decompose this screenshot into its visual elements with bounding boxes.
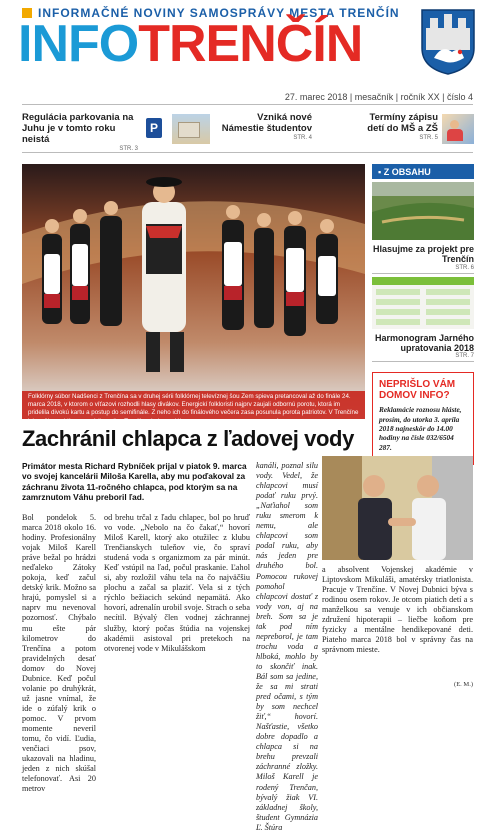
sidebar-item-page: STR. 6 [372,265,474,274]
delivery-notice-box [372,372,474,465]
author-signature: (E. M.) [454,681,473,688]
brand-part2: TRENČÍN [138,15,363,73]
article-column-3: kanáli, poznal silu vody. Vedel, že chlapcovi musí podať ruku prvý. „Naťiahol som ruku smerom k nemu, ale chlapcovi som podal ruku, aby nás jeden pre druhého bol. Pomocou rukovej pomohol chlapcovi dostať z vody von, aj na breh. Som sa je tak pod ním nepreborol, je tam trochu voda a hlboká, mohlo by to skončiť inak. Bál som sa jedine, že sa mi strati pred očami, s tým by som nechcel žiť,“ hovorí. Našťastie, všetko dobre dopadlo a chlapca si na brehu prevzali záchranné zložky. Miloš Karell je rodený Trenčan, bývalý žiak VI. základnej školy, študent Gymnázia Ľ. Štúra [256,461,318,832]
article-title: Zachránil chlapca z ľadovej vody [22,426,354,451]
sidebar-item-title[interactable]: Harmonogram Jarného upratovania 2018 [374,332,474,354]
city-crest-icon [420,8,476,76]
project-photo [372,182,474,240]
teaser-square[interactable] [216,113,312,147]
article-lead: Primátor mesta Richard Rybníček prijal v piatok 9. marca vo svojej kancelárii Miloša Karella, aby mu poďakoval za záchranu života 11-ročného chlapca, pod ktorým sa na zamrznutom Váhu preboril ľad. [22,461,247,503]
header-rule [22,104,473,105]
photo-caption [22,391,365,425]
teaser-page: STR. 3 [119,145,138,152]
notice-heading: NEPRIŠLO VÁM DOMOV INFO? [379,379,456,402]
brand-part1: INFO [18,15,139,73]
teaser-divider [22,152,473,153]
teaser-title: Vzniká nové Námestie študentov [221,112,312,134]
cleanup-schedule-thumbnail [372,277,474,329]
photo-credit: FOTO: RTVS/PATRIK BATAJSKÝ [194,418,280,425]
square-thumbnail [172,114,210,144]
contents-header: ▪ Z OBSAHU [372,164,474,179]
notice-body: Reklamácie roznosu hláste, prosím, do utorka 3. apríla 2018 najneskôr do 14.00 hodiny na čísle 032/6504 287. [379,405,462,452]
handshake-photo [322,456,473,560]
teaser-title: Termíny zápisu detí do MŠ a ZŠ [367,112,438,134]
teaser-enrollment[interactable] [354,113,438,147]
issue-line: 27. marec 2018 | mesačník | ročník XX | číslo 4 [284,92,473,102]
sidebar-item-page: STR. 7 [372,353,474,362]
teaser-page: STR. 5 [419,134,438,141]
article-column-1: Bol pondelok 5. marca 2018 okolo 16. hodiny. Profesionálny vojak Miloš Karell práve bežal po hrádzi neďaleko Zátoky pokoja, keď začul detský krik. Možno sa hrajú, pomyslel si a naprv mu nevenoval pozornosť. Chýbalo mu ešte pár kilometrov do Trenčína a potom pravidelných desať domov do Novej Dubnice. Keď počul volanie po druhýkrát, už jasne vnímal, že ide o zúfalý krik o pomoc. V prvom momente neveril tomu, čo vidí. Ľudia, venčiaci psov, ukazovali na hladinu, jeden z nich skúšal telefonovať. Asi 20 metrov [22,513,96,794]
teaser-parking[interactable] [22,112,142,152]
teaser-title: Regulácia parkovania na Juhu je v tomto roku neistá [22,112,134,145]
sidebar [372,164,474,465]
teaser-page: STR. 4 [293,134,312,141]
caption-text: Folklórny súbor Nadšenci z Trenčína sa v druhej sérii folklórnej televíznej šou Zem spieva pretancoval až do finále 24. marca 2018, v ktorom o víťazovi rozhodli hlasy divákov. Energickí folkloristi najprv zaujali odbornú porotu, ktorá im pridelila divokú kartu a postup do semifinále. Z neho ich do finálového večera zasa posunula porota patriotov. V Trenčíne ich naživo uvidíme na pódiu počas Trenčianskeho majálesu. [28,393,359,425]
article-column-2: od brehu trčal z ľadu chlapec, bol po hruď vo vode. „Nebolo na čo čakať,“ hovorí Miloš Karell, ktorý ako otužilec z klubu Trenčianskych tuleňov vie, čo spraví studená voda s organizmom za pár minút. Keď vstúpil na ľad, počul praskanie. Ľahol si, aby rozložil váhu tela na čo najväčšiu plochu a začal sa plaziť. Vela si z tých rýchlo bežiacich sekúnd nepamätá. Ako hovorí, adrenalín urobil svoje. Strach o seba necítil. Bývalý člen vodnej záchrannej služby, ktorý počas štúdia na vojenskej akadémii asistoval pri pretekoch na otvorenej vode v Mikulášskom [104,513,250,653]
brand-logo [18,15,363,73]
article-column-4: a absolvent Vojenskej akadémie v Liptovskom Mikuláši, amatérsky triatlonista. Pracuje v Trenčíne. V Novej Dubnici býva s rodinou osem rokov. Je otcom piatich detí a s manželkou sa venuje v ich občianskom združení hipoterapii – liečbe koňom pre fyzicky a mentálne hendikepované deti. Piateho marca 2018 bol v správny čas na správnom mieste. [322,565,473,655]
kids-thumbnail [442,114,474,144]
folklore-photo [22,164,365,419]
sidebar-item-title[interactable]: Hlasujme za projekt pre Trenčín [372,244,474,265]
tagline-text: INFORMAČNÉ NOVINY SAMOSPRÁVY MESTA TRENČÍN [38,6,400,20]
parking-sign-icon: P [146,118,162,138]
